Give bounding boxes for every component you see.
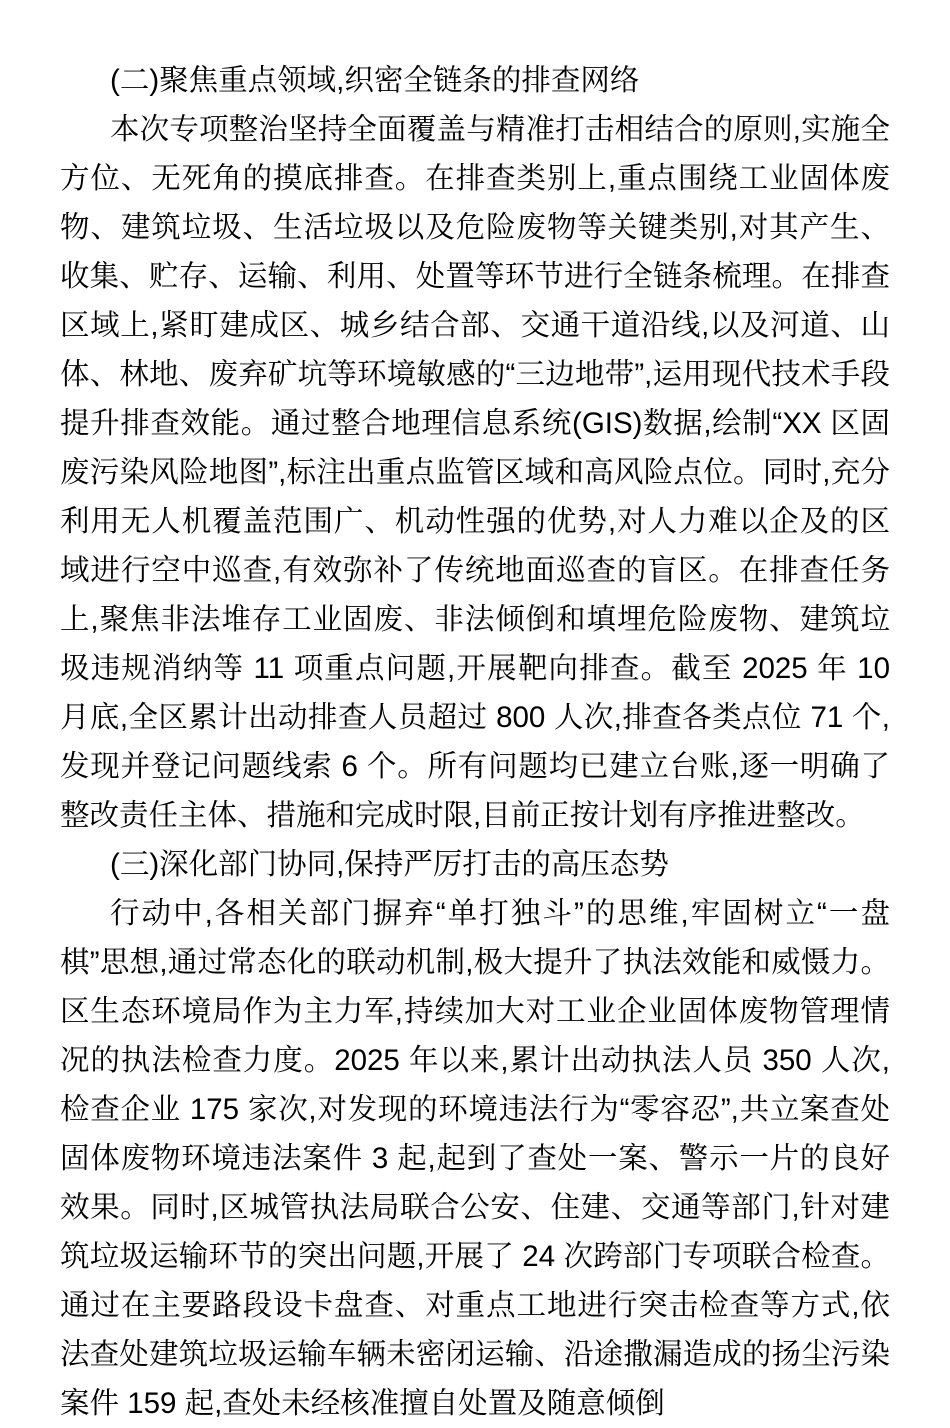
paragraph-section-three-body: 行动中,各相关部门摒弃“单打独斗”的思维,牢固树立“一盘棋”思想,通过常态化的联动机制,极大提升了执法效能和威慑力。区生态环境局作为主力军,持续加大对工业企业固体废物管理情况的执法检查力度。2025 年以来,累计出动执法人员 350 人次,检查企业 175 家次,对发现的环境违法行为“零容忍”,共立案查处固体废物环境违法案件 3 起,起到了查处一案、警示一片的良好效果。同时,区城管执法局联合公安、住建、交通等部门,针对建筑垃圾运输环节的突出问题,开展了 24 次跨部门专项联合检查。通过在主要路段设卡盘查、对重点工地进行突击检查等方式,依法查处建筑垃圾运输车辆未密闭运输、沿途撒漏造成的扬尘污染案件 159 起,查处未经核准擅自处置及随意倾倒: [60, 897, 890, 1420]
paragraph-section-two-body: 本次专项整治坚持全面覆盖与精准打击相结合的原则,实施全方位、无死角的摸底排查。在排查类别上,重点围绕工业固体废物、建筑垃圾、生活垃圾以及危险废物等关键类别,对其产生、收集、贮存、运输、利用、处置等环节进行全链条梳理。在排查区域上,紧盯建成区、城乡结合部、交通干道沿线,以及河道、山体、林地、废弃矿坑等环境敏感的“三边地带”,运用现代技术手段提升排查效能。通过整合地理信息系统(GIS)数据,绘制“XX 区固废污染风险地图”,标注出重点监管区域和高风险点位。同时,充分利用无人机覆盖范围广、机动性强的优势,对人力难以企及的区域进行空中巡查,有效弥补了传统地面巡查的盲区。在排查任务上,聚焦非法堆存工业固废、非法倾倒和填埋危险废物、建筑垃圾违规消纳等 11 项重点问题,开展靶向排查。截至 2025 年 10 月底,全区累计出动排查人员超过 800 人次,排查各类点位 71 个,发现并登记问题线索 6 个。所有问题均已建立台账,逐一明确了整改责任主体、措施和完成时限,目前正按计划有序推进整改。: [60, 113, 890, 832]
heading-section-three: (三)深化部门协同,保持严厉打击的高压态势: [110, 848, 669, 881]
document-body: [60, 56, 890, 1428]
heading-section-two: (二)聚焦重点领域,织密全链条的排查网络: [110, 64, 640, 97]
